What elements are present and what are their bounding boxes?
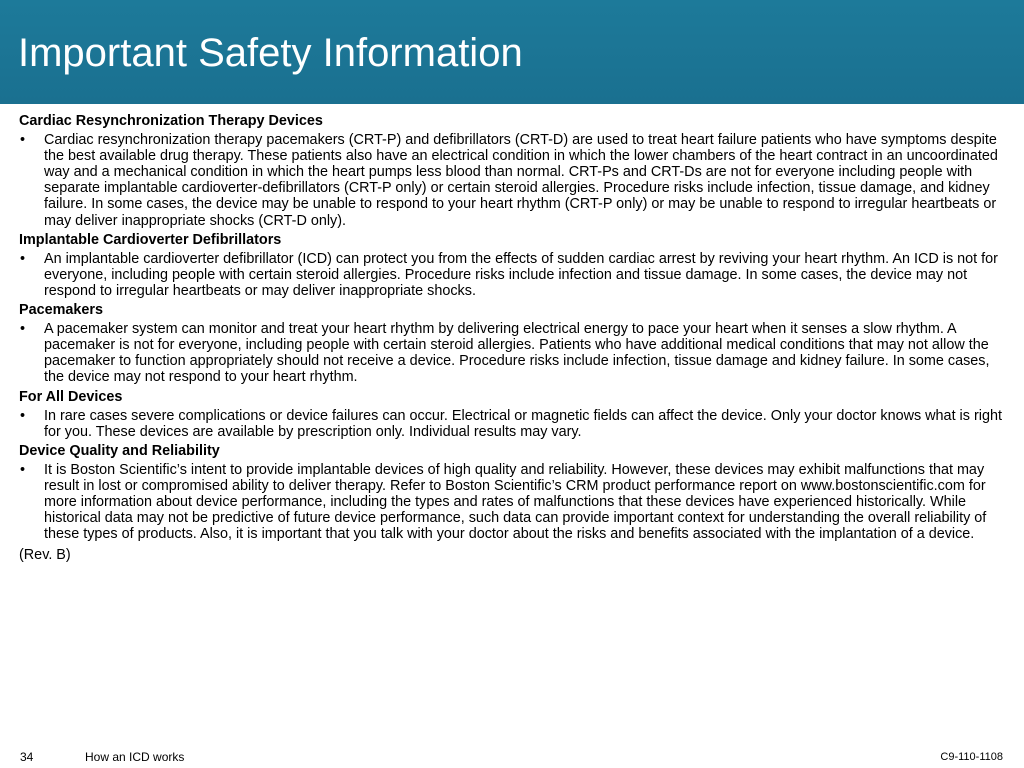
section-heading: Cardiac Resynchronization Therapy Devices — [19, 113, 323, 129]
section-heading: Device Quality and Reliability — [19, 442, 220, 459]
title-banner — [0, 0, 1024, 104]
section-all-devices — [19, 389, 1013, 440]
bullet-paragraph — [19, 132, 1013, 229]
bullet-icon: • — [20, 132, 26, 149]
section-pacemakers — [19, 302, 1013, 385]
bullet-icon: • — [20, 407, 26, 424]
deck-title: How an ICD works — [85, 750, 185, 764]
bullet-paragraph — [19, 321, 1013, 385]
section-heading: Pacemakers — [19, 302, 104, 319]
bullet-icon: • — [20, 250, 26, 267]
section-icd — [19, 232, 1013, 299]
section-crt-devices — [19, 113, 1013, 229]
bullet-text: It is Boston Scientific’s intent to provide implantable devices of high quality and reliability. However, these devices may exhibit malfunctions that may result in lost or compromised ability to deliver therapy. Refer to Boston Scientific’s CRM product performance report on www.bostonscientific.com for more information about device performance, including the types and rates of malfunctions that these devices have experienced historically. While historical data may not be predictive of future device performance, such data can provide important context for understanding the overall reliability of these types of products. Also, it is important that you talk with your doctor about the risks and benefits associated with the implantation of a device. — [44, 461, 987, 543]
bullet-paragraph — [19, 408, 1013, 440]
section-quality-reliability — [19, 443, 1013, 543]
document-code: C9-110-1108 — [940, 751, 1003, 763]
bullet-paragraph — [19, 462, 1013, 542]
bullet-icon: • — [20, 321, 26, 338]
section-heading: For All Devices — [19, 388, 123, 405]
bullet-icon: • — [20, 461, 26, 478]
bullet-text: A pacemaker system can monitor and treat your heart rhythm by delivering electrical energy to pace your heart when it senses a slow rhythm. A pacemaker is not for everyone, including people with certain steroid allergies. Patients who have additional medical conditions that may not allow the pacemaker to function appropriately should not receive a device. Procedure risks include infection, tissue damage and kidney failure. In some cases, the device may not respond to your heart rhythm. — [44, 321, 990, 386]
bullet-text: An implantable cardioverter defibrillator (ICD) can protect you from the effects of sudden cardiac arrest by reviving your heart rhythm. An ICD is not for everyone, including people with certain steroid allergies. Procedure risks include infection and tissue damage. In some cases, the device may not respond to irregular heartbeats or may deliver inappropriate shocks. — [44, 250, 998, 299]
safety-content — [19, 113, 1013, 563]
section-heading: Implantable Cardioverter Defibrillators — [19, 231, 282, 248]
bullet-paragraph — [19, 251, 1013, 299]
bullet-text: In rare cases severe complications or device failures can occur. Electrical or magnetic fields can affect the device. Only your doctor knows what is right for you. These devices are available by prescription only. Individual results may vary. — [44, 407, 1002, 440]
page-title: Important Safety Information — [18, 31, 523, 75]
footer — [0, 749, 1024, 767]
revision-note: (Rev. B) — [19, 547, 71, 564]
page-number: 34 — [20, 750, 34, 764]
bullet-text: Cardiac resynchronization therapy pacemakers (CRT-P) and defibrillators (CRT-D) are used to treat heart failure patients who have symptoms despite the best available drug therapy. These patients also have an electrical condition in which the lower chambers of the heart contract in an uncoordinated way and a mechanical condition in which the heart pumps less blood than normal. CRT-Ps and CRT-Ds are not for everyone including people with separate implantable cardioverter-defibrillators (CRT-P only) or certain steroid allergies. Procedure risks include infection, tissue damage, and kidney failure. In some cases, the device may be unable to respond to your heart rhythm (CRT-P only) or may be unable to respond to irregular heartbeats or may deliver inappropriate shocks (CRT-D only). — [44, 132, 998, 229]
